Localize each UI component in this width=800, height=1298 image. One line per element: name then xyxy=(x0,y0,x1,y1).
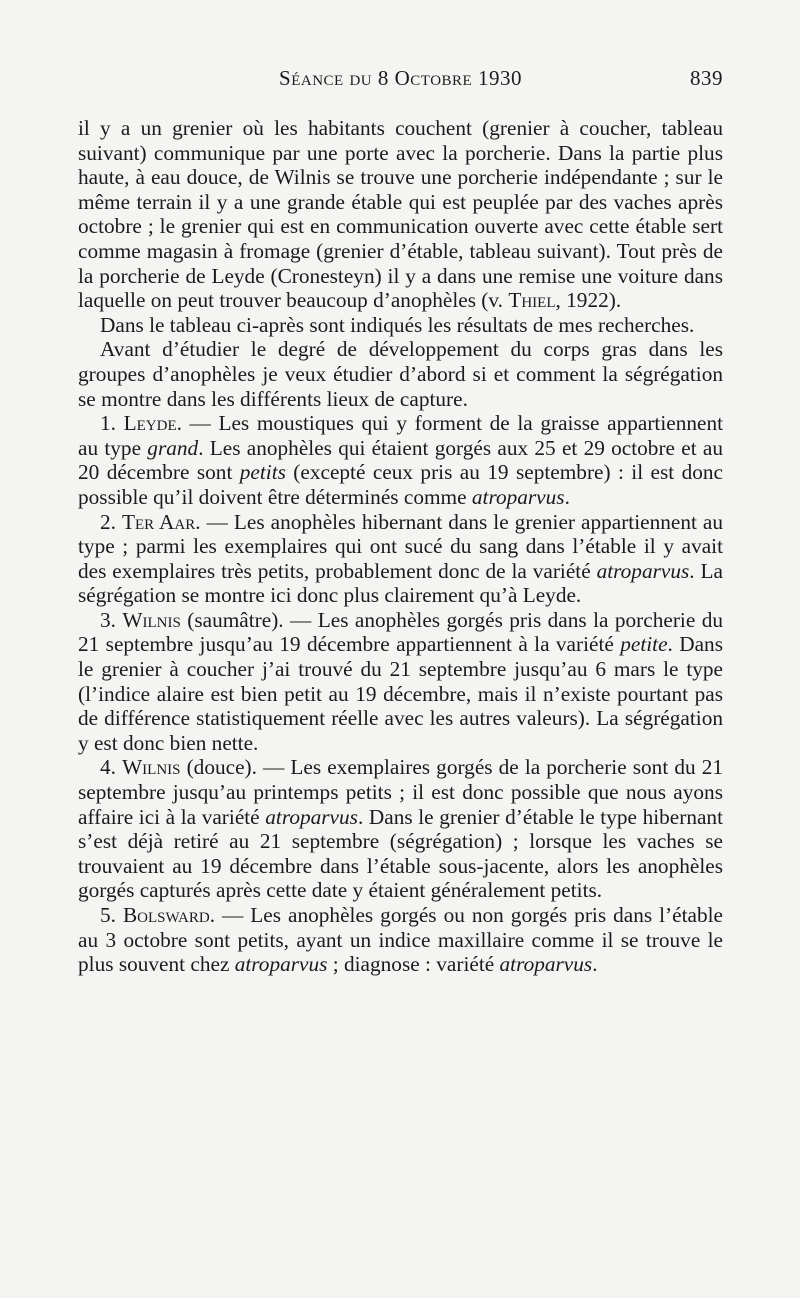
place-name: Wilnis xyxy=(122,755,181,780)
page-number: 839 xyxy=(690,66,723,90)
paragraph: Dans le tableau ci-après sont indiqués les résultats de mes recherches. xyxy=(100,312,695,337)
list-item-bolsward: 5. Bolsward. — Les anophèles gorgés ou non gorgés pris dans l’étable au 3 octobre sont petits, ayant un indice maxillaire comme il se trouve le plus souvent chez atroparvus ; diagnose : variété atroparvus. xyxy=(78,903,723,977)
paragraph: Avant d’étudier le degré de développement du corps gras dans les groupes d’anophèles je veux étudier d’abord si et comment la ségrégation se montre dans les différents lieux de capture. xyxy=(78,337,723,411)
place-name: Bolsward xyxy=(122,903,210,927)
running-title: Séance du 8 Octobre 1930 xyxy=(279,66,522,90)
list-item-leyde: 1. Leyde. — Les moustiques qui y forment de la graisse appartiennent au type grand. Les anophèles qui étaient gorgés aux 25 et 29 octobre et au 20 décembre sont petits (excepté ceux pris au 19 septembre) : il est donc possible qu’il doivent être déterminés comme atroparvus. xyxy=(78,411,724,509)
place-name: Wilnis xyxy=(122,607,181,632)
list-item-ter-aar: 2. Ter Aar. — Les anophèles hibernant dans le grenier appartiennent au type ; parmi les exemplaires qui ont sucé du sang dans l’étable il y avait des exemplaires très petits, probablement donc de la variété atroparvus. La ségrégation se montre ici donc plus clairement qu’à Leyde. xyxy=(78,509,724,608)
paragraph-continuation: il y a un grenier où les habitants couchent (grenier à coucher, tableau suivant) communique par une porte avec la porcherie. Dans la partie plus haute, à eau douce, de Wilnis se trouve une porcherie indépendante ; sur le même terrain il y a une grande étable qui est peuplée par des vaches après octobre ; le grenier qui est en communication ouverte avec cette étable sert comme magasin à fromage (grenier d’étable, tableau suivant). Tout près de la porcherie de Leyde (Cronesteyn) il y a dans une remise une voiture dans laquelle on peut trouver beaucoup d’anophèles (v. Thiel, 1922). xyxy=(78,116,723,313)
place-name: Ter Aar xyxy=(122,509,196,534)
page-header xyxy=(78,66,723,98)
list-item-wilnis-douce: 4. Wilnis (douce). — Les exemplaires gorgés de la porcherie sont du 21 septembre jusqu’au printemps petits ; il est donc possible que nous ayons affaire ici à la variété atroparvus. Dans le grenier d’étable le type hibernant s’est déjà retiré au 21 septembre (ségrégation) ; lorsque les vaches se trouvaient au 19 décembre dans l’étable sous-jacente, alors les anophèles gorgés capturés après cette date y étaient généralement petits. xyxy=(78,755,724,903)
place-name: Leyde xyxy=(123,411,177,436)
author-name: Thiel xyxy=(508,288,556,313)
body-text xyxy=(78,116,723,977)
list-item-wilnis-saumatre: 3. Wilnis (saumâtre). — Les anophèles gorgés pris dans la porcherie du 21 septembre jusqu’au 19 décembre appartiennent à la variété petite. Dans le grenier à coucher j’ai trouvé du 21 septembre jusqu’au 6 mars le type (l’indice alaire est bien petit au 19 décembre, mais il n’existe pourtant pas de différence statistiquement réelle avec les autres valeurs). La ségrégation y est donc bien nette. xyxy=(78,607,723,755)
